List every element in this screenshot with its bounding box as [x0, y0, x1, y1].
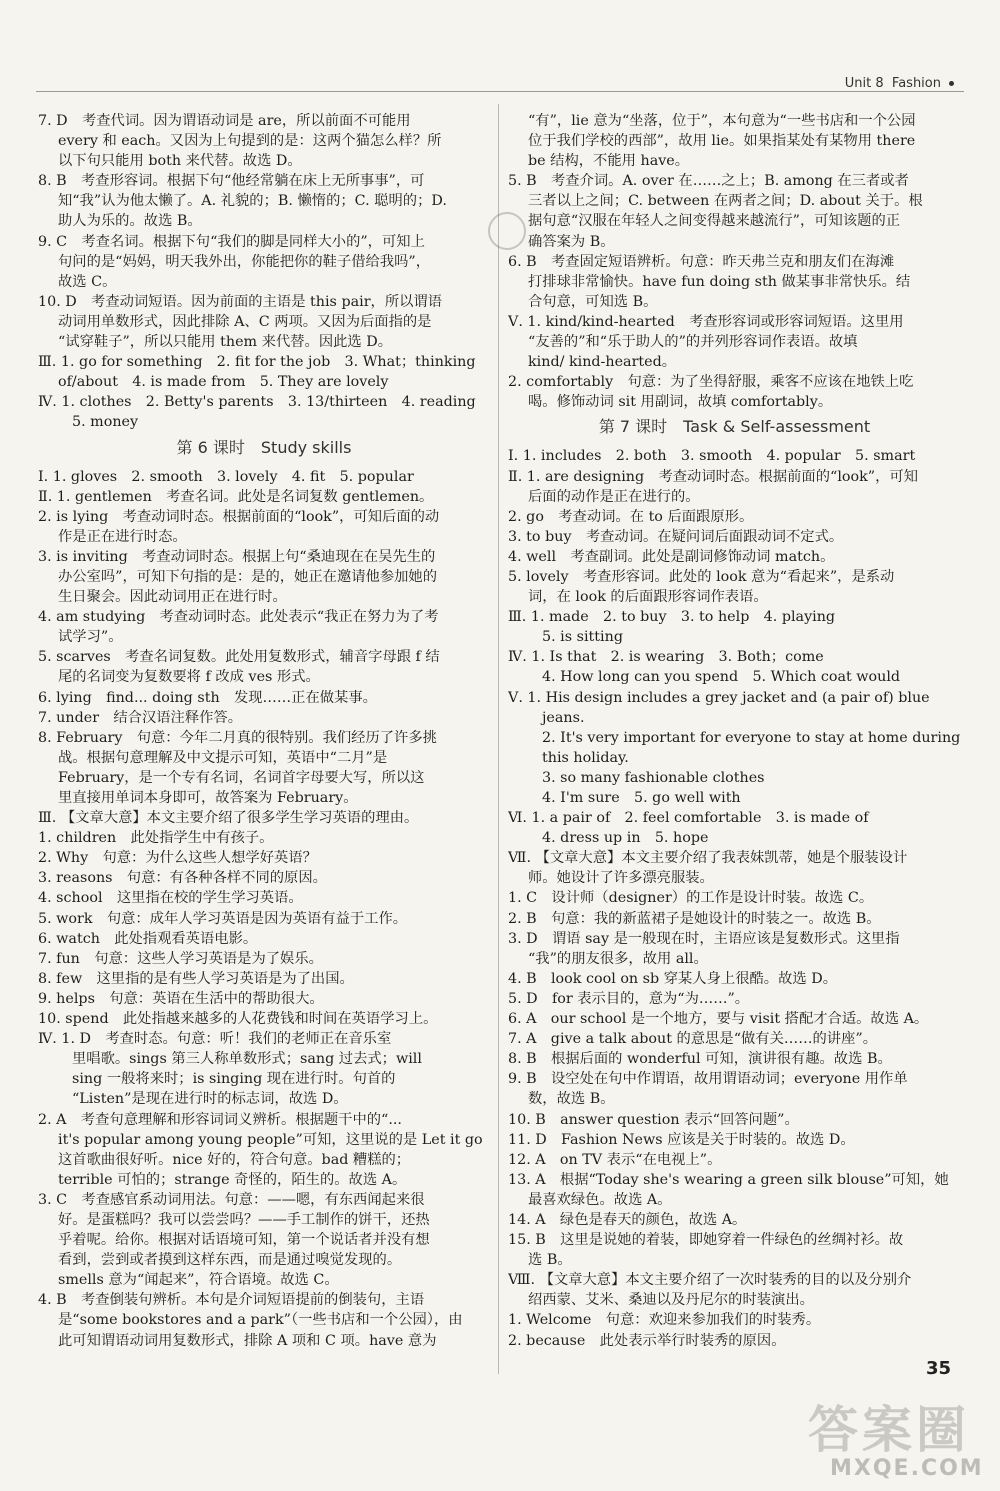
answer-line: 这首歌曲很好听。nice 好的，符合句意。bad 糟糕的；	[58, 1151, 411, 1168]
answer-line: 4. dress up in 5. hope	[542, 830, 709, 847]
answer-line: 6. B 考查固定短语辨析。句意：昨天弗兰克和朋友们在海滩	[508, 253, 895, 270]
answer-line: Ⅱ. 1. are designing 考查动词时态。根据前面的“look”，可知	[508, 468, 918, 485]
answer-line: be 结构，不能用 have。	[528, 153, 690, 170]
answer-line: 6. A our school 是一个地方，要与 visit 搭配才合适。故选 A。	[508, 1011, 929, 1028]
answer-line: 看到，尝到或者摸到这样东西，而是通过嗅觉发现的。	[58, 1252, 402, 1269]
answer-line: 9. C 考查名词。根据下句“我们的脚是同样大小的”，可知上	[38, 233, 425, 250]
answer-line: 14. A 绿色是春天的颜色，故选 A。	[508, 1211, 747, 1228]
answer-line: “友善的”和“乐于助人的”的并列形容词作表语。故填	[528, 334, 858, 351]
answer-line: 15. B 这里是说她的着装，即她穿着一件绿色的丝绸衬衫。故	[508, 1232, 904, 1249]
answer-line: 13. A 根据“Today she's wearing a green silk blouse”可知，她	[508, 1171, 949, 1188]
answer-line: 据句意“汉服在年轻人之间变得越来越流行”，可知该题的正	[528, 213, 901, 230]
answer-line: 7. A give a talk about 的意思是“做有关……的讲座”。	[508, 1031, 877, 1048]
answer-line: 选 B。	[528, 1252, 572, 1269]
answer-line: this holiday.	[542, 749, 629, 766]
answer-line: terrible 可怕的；strange 奇怪的，陌生的。故选 A。	[58, 1171, 407, 1188]
answer-line: 2. go 考查动词。在 to 后面跟原形。	[508, 508, 754, 525]
watermark-logo: 答案圈	[808, 1401, 970, 1459]
answer-line: 绍西蒙、艾米、桑迪以及丹尼尔的时装演出。	[528, 1292, 814, 1309]
answer-line: 1. children 此处指学生中有孩子。	[38, 830, 274, 847]
answer-line: 8. few 这里指的是有些人学习英语是为了出国。	[38, 970, 354, 987]
answer-line: 是“some bookstores and a park”（一些书店和一个公园），由	[58, 1312, 463, 1329]
answer-line: 助人为乐的。故选 B。	[58, 213, 202, 230]
answer-line: 打排球非常愉快。have fun doing sth 做某事非常快乐。结	[528, 273, 911, 290]
right-column	[508, 111, 961, 1351]
answer-line: jeans.	[542, 709, 585, 726]
answer-line: 8. February 句意：今年二月真的很特别。我们经历了许多挑	[38, 729, 437, 746]
answer-line: 3. C 考查感官系动词用法。句意：——嗯，有东西闻起来很	[38, 1191, 425, 1208]
answer-line: 2. A 考查句意理解和形容词词义辨析。根据题干中的“...	[38, 1111, 402, 1128]
answer-line: 7. fun 句意：这些人学习英语是为了娱乐。	[38, 950, 323, 967]
answer-line: 办公室吗”，可知下句指的是：是的，她正在邀请他参加她的	[58, 568, 438, 585]
answer-line: sing 一般将来时；is singing 现在进行时。句首的	[72, 1071, 396, 1088]
answer-line: “有”，lie 意为“坐落，位于”，本句意为“一些书店和一个公园	[528, 113, 916, 129]
answer-line: 5. money	[72, 414, 139, 431]
answer-line: “Listen”是现在进行时的标志词，故选 D。	[72, 1091, 348, 1108]
answer-line: 1. Welcome 句意：欢迎来参加我们的时装秀。	[508, 1312, 821, 1329]
answer-line: 4. I'm sure 5. go well with	[542, 790, 741, 806]
answer-line: 师。她设计了许多漂亮服装。	[528, 870, 714, 887]
answer-line: Ⅷ. 【文章大意】本文主要介绍了一次时装秀的目的以及分别介	[508, 1272, 912, 1289]
page-number: 35	[926, 1358, 952, 1379]
answer-line: 6. lying find... doing sth 发现……正在做某事。	[38, 689, 377, 706]
answer-line: 乎着呢。给你。根据对话语境可知，第一个说话者并没有想	[58, 1232, 430, 1249]
answer-line: 4. am studying 考查动词时态。此处表示“我正在努力为了考	[38, 609, 439, 626]
answer-line: 句问的是“妈妈，明天我外出，你能把你的鞋子借给我吗”，	[58, 253, 431, 270]
answer-line: every 和 each。又因为上句提到的是：这两个猫怎么样？所	[58, 133, 442, 150]
answer-line: of/about 4. is made from 5. They are lovely	[58, 374, 389, 391]
header-topic: Fashion	[891, 76, 941, 91]
answer-line: 5. work 句意：成年人学习英语是因为英语有益于工作。	[38, 910, 408, 927]
answer-line: 5. D for 表示目的，意为“为……”。	[508, 990, 750, 1007]
answer-line: 1. C 设计师（designer）的工作是设计时装。故选 C。	[508, 890, 874, 907]
answer-line: 7. D 考查代词。因为谓语动词是 are，所以前面不可能用	[38, 113, 411, 129]
answer-line: 2. because 此处表示举行时装秀的原因。	[508, 1332, 786, 1349]
answer-line: Ⅰ. 1. includes 2. both 3. smooth 4. popular 5. smart	[508, 448, 916, 465]
answer-line: Ⅳ. 1. Is that 2. is wearing 3. Both；come	[508, 649, 824, 666]
answer-line: 词，在 look 的后面跟形容词作表语。	[528, 589, 768, 606]
answer-line: 作是正在进行时态。	[58, 528, 187, 545]
answer-line: Ⅲ. 【文章大意】本文主要介绍了很多学生学习英语的理由。	[38, 810, 419, 827]
answer-line: 7. under 结合汉语注释作答。	[38, 709, 243, 726]
answer-line: 11. D Fashion News 应该是关于时装的。故选 D。	[508, 1131, 855, 1148]
section-title: 第 6 课时 Study skills	[176, 437, 352, 457]
answer-line: 6. watch 此处指观看英语电影。	[38, 930, 258, 947]
answer-line: smells 意为“闻起来”，符合语境。故选 C。	[58, 1272, 339, 1289]
header-rule	[36, 91, 964, 92]
answer-line: 最喜欢绿色。故选 A。	[528, 1191, 672, 1208]
answer-line: 10. B answer question 表示“回答问题”。	[508, 1111, 799, 1128]
watermark-url: MXQE.COM	[830, 1456, 984, 1481]
answer-line: 战。根据句意理解及中文提示可知，英语中“二月”是	[58, 749, 388, 766]
answer-line: 2. comfortably 句意：为了坐得舒服，乘客不应该在地铁上吃	[508, 374, 914, 391]
answer-line: 3. D 谓语 say 是一般现在时，主语应该是复数形式。这里指	[508, 930, 900, 947]
answer-line: “我”的朋友很多，故用 all。	[528, 950, 708, 967]
running-header	[845, 76, 954, 91]
answer-line: 喝。修饰动词 sit 用副词，故填 comfortably。	[528, 394, 833, 411]
answer-line: 尾的名词变为复数要将 f 改成 ves 形式。	[58, 669, 320, 686]
answer-line: 故选 C。	[58, 273, 117, 290]
answer-line: 9. helps 句意：英语在生活中的帮助很大。	[38, 990, 324, 1007]
answer-line: 4. B look cool on sb 穿某人身上很酷。故选 D。	[508, 970, 837, 987]
answer-line: 2. Why 句意：为什么这些人想学好英语？	[38, 850, 317, 867]
answer-line: 5. scarves 考查名词复数。此处用复数形式，辅音字母跟 f 结	[38, 649, 440, 666]
header-unit: Unit 8	[844, 76, 884, 91]
answer-line: 动词用单数形式，因此排除 A、C 两项。又因为后面指的是	[58, 313, 432, 330]
answer-line: 9. B 设空处在句中作谓语，故用谓语动词；everyone 用作单	[508, 1071, 908, 1088]
answer-line: 3. reasons 句意：有各种各样不同的原因。	[38, 870, 327, 887]
column-divider	[498, 104, 499, 1374]
answer-line: 后面的动作是正在进行的。	[528, 488, 700, 505]
answer-line: Ⅵ. 1. a pair of 2. feel comfortable 3. is made of	[508, 810, 869, 827]
answer-line: Ⅴ. 1. His design includes a grey jacket and (a pair of) blue	[508, 689, 930, 706]
answer-line: 此可知谓语动词用复数形式，排除 A 项和 C 项。have 意为	[58, 1332, 437, 1349]
answer-line: 三者以上之间；C. between 在两者之间；D. about 关于。根	[528, 193, 923, 210]
answer-line: 确答案为 B。	[528, 233, 615, 250]
answer-line: 8. B 考查形容词。根据下句“他经常躺在床上无所事事”，可	[38, 173, 425, 190]
answer-line: Ⅱ. 1. gentlemen 考查名词。此处是名词复数 gentlemen。	[38, 488, 434, 505]
answer-line: 12. A on TV 表示“在电视上”。	[508, 1151, 722, 1168]
answer-line: it's popular among young people”可知，这里说的是 Let it go	[58, 1131, 483, 1148]
answer-line: 5. is sitting	[542, 629, 623, 646]
answer-line: 知“我”认为他太懒了。A. 礼貌的；B. 懒惰的；C. 聪明的；D.	[58, 193, 447, 210]
answer-line: 合句意，可知选 B。	[528, 293, 658, 310]
answer-line: 试学习”。	[58, 629, 123, 646]
answer-line: 2. B 句意：我的新蓝裙子是她设计的时装之一。故选 B。	[508, 910, 881, 927]
header-dot-icon	[949, 81, 954, 86]
answer-line: 5. lovely 考查形容词。此处的 look 意为“看起来”，是系动	[508, 568, 895, 585]
answer-line: 4. B 考查倒装句辨析。本句是介词短语提前的倒装句，主语	[38, 1292, 425, 1309]
answer-line: kind/ kind-hearted。	[528, 354, 677, 371]
answer-line: Ⅲ. 1. made 2. to buy 3. to help 4. playing	[508, 609, 836, 626]
answer-line: Ⅰ. 1. gloves 2. smooth 3. lovely 4. fit 5. popular	[38, 468, 414, 485]
answer-line: 4. school 这里指在校的学生学习英语。	[38, 890, 303, 907]
answer-line: 生日聚会。因此动词用正在进行时。	[58, 589, 287, 606]
answer-line: 好。是蛋糕吗？我可以尝尝吗？——手工制作的饼干，还热	[58, 1211, 430, 1228]
answer-line: 2. is lying 考查动词时态。根据前面的“look”，可知后面的动	[38, 508, 440, 525]
answer-line: 5. B 考查介词。A. over 在……之上；B. among 在三者或者	[508, 173, 909, 190]
answer-line: Ⅴ. 1. kind/kind-hearted 考查形容词或形容词短语。这里用	[508, 313, 904, 330]
answer-line: Ⅳ. 1. D 考查时态。句意：听！我们的老师正在音乐室	[38, 1031, 392, 1048]
answer-line: “试穿鞋子”，所以只能用 them 来代替。因此选 D。	[58, 334, 393, 351]
answer-line: 10. D 考查动词短语。因为前面的主语是 this pair，所以谓语	[38, 293, 443, 310]
answer-line: 8. B 根据后面的 wonderful 可知，演讲很有趣。故选 B。	[508, 1051, 892, 1068]
answer-line: Ⅶ. 【文章大意】本文主要介绍了我表妹凯蒂，她是个服装设计	[508, 850, 908, 867]
section-title: 第 7 课时 Task & Self-assessment	[598, 417, 871, 437]
answer-line: 3. to buy 考查动词。在疑问词后面跟动词不定式。	[508, 528, 844, 545]
answer-line: 数，故选 B。	[528, 1091, 615, 1108]
stamp-seal	[488, 212, 526, 250]
answer-line: 3. so many fashionable clothes	[542, 769, 765, 786]
answer-line: 3. is inviting 考查动词时态。根据上句“桑迪现在在吴先生的	[38, 548, 436, 565]
answer-line: Ⅲ. 1. go for something 2. fit for the job 3. What；thinking	[38, 354, 476, 371]
answer-line: 4. well 考查副词。此处是副词修饰动词 match。	[508, 548, 835, 565]
answer-line: Ⅳ. 1. clothes 2. Betty's parents 3. 13/thirteen 4. reading	[38, 394, 476, 411]
answer-line: 里唱歌。sings 第三人称单数形式；sang 过去式；will	[72, 1051, 422, 1068]
answer-line: 10. spend 此处指越来越多的人花费钱和时间在英语学习上。	[38, 1011, 438, 1028]
answer-line: 以下句只能用 both 来代替。故选 D。	[58, 153, 302, 170]
answer-line: 位于我们学校的西部”，故用 lie。如果指某处有某物用 there	[528, 133, 916, 150]
answer-line: 里直接用单词本身即可，故答案为 February。	[58, 790, 358, 806]
left-column	[38, 111, 490, 1351]
answer-line: 2. It's very important for everyone to stay at home during	[542, 729, 961, 746]
answer-line: 4. How long can you spend 5. Which coat would	[542, 669, 901, 686]
answer-line: February，是一个专有名词，名词首字母要大写，所以这	[58, 769, 425, 786]
